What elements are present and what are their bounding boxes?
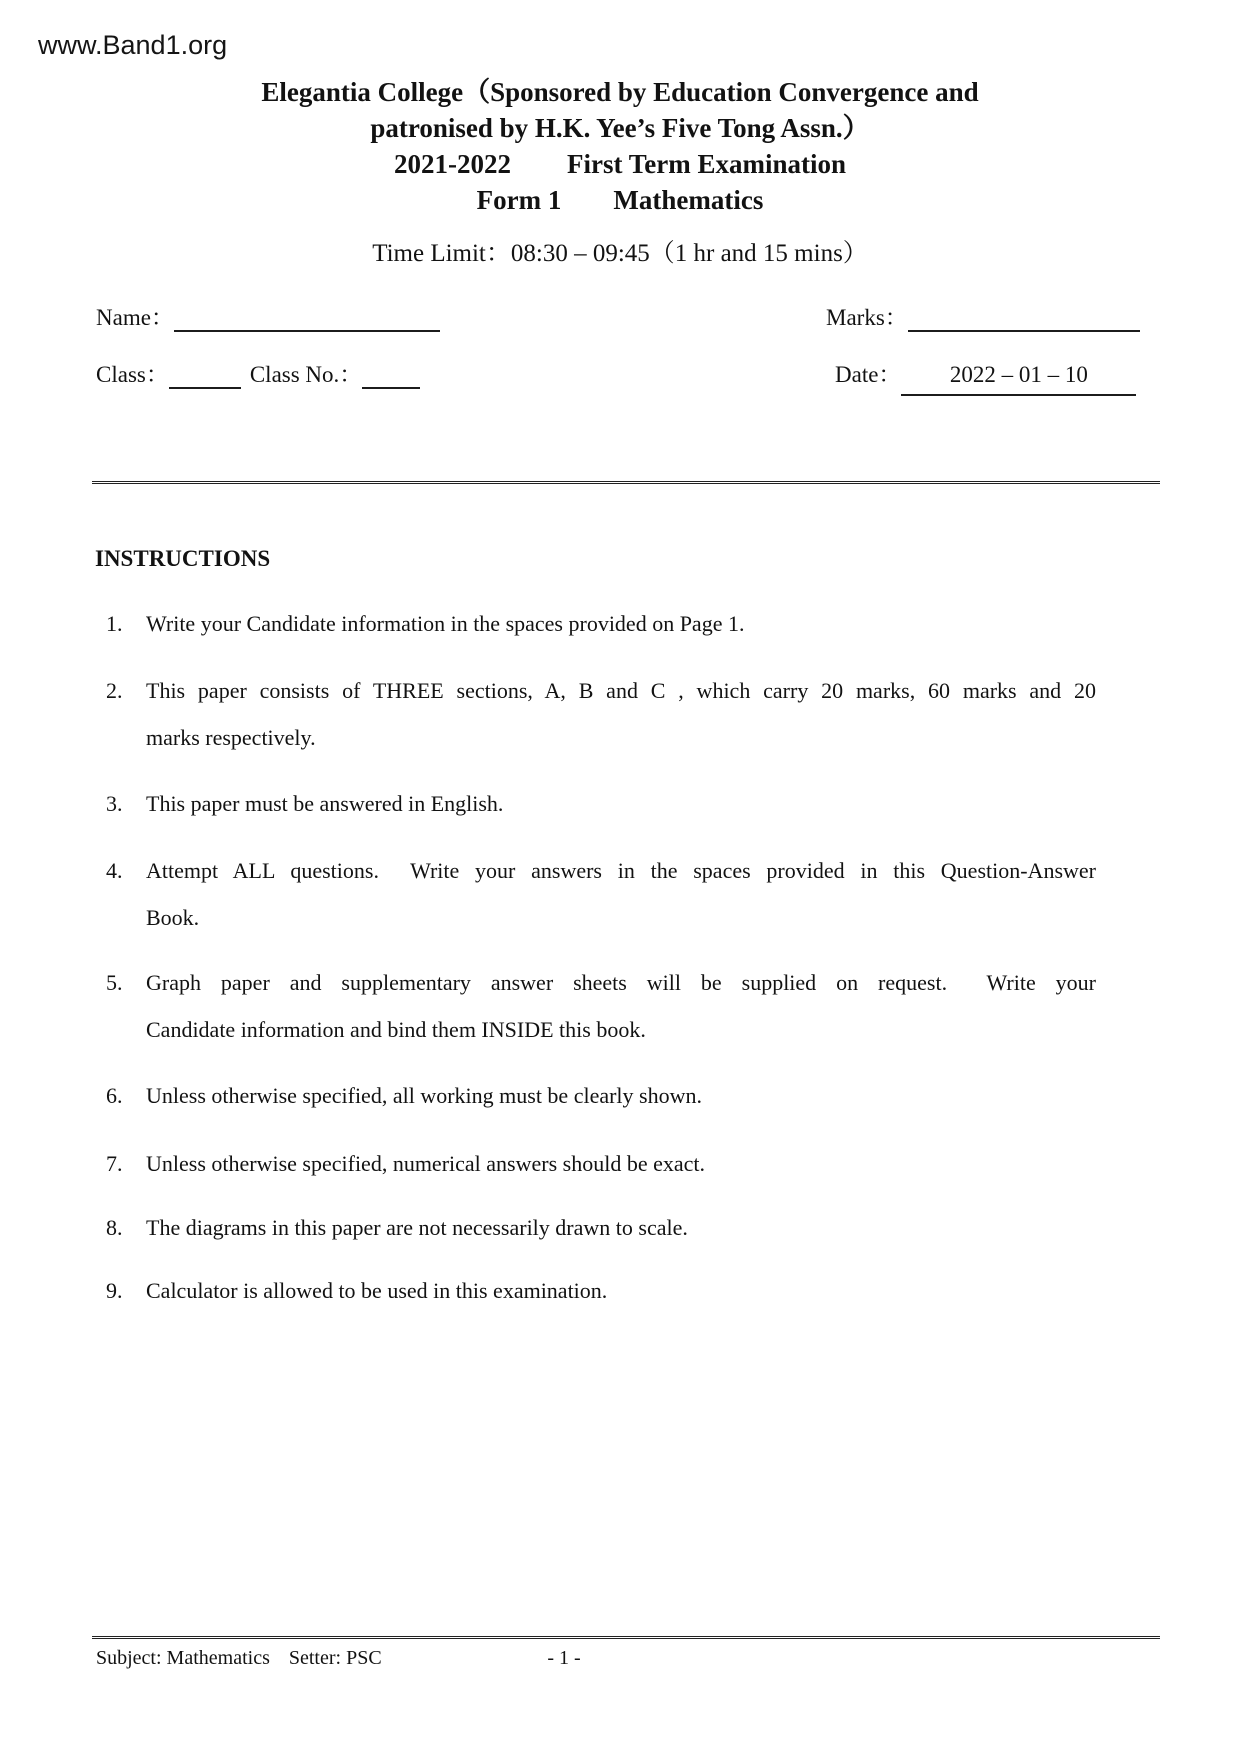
footer-setter: Setter: PSC: [288, 1647, 382, 1669]
instructions-heading: INSTRUCTIONS: [95, 546, 271, 571]
item-number: 3.: [106, 791, 123, 816]
header-divider-rule: [92, 481, 1160, 484]
footer-subject: Subject: Mathematics: [96, 1647, 270, 1669]
item-text: Unless otherwise specified, all working must be clearly shown.: [146, 1083, 702, 1108]
class-blank-line: [169, 364, 241, 389]
instruction-item-7: [106, 1140, 1096, 1187]
item-text: Calculator is allowed to be used in this examination.: [146, 1278, 608, 1303]
exam-session-line: [0, 146, 1240, 182]
site-watermark: www.Band1.org: [38, 30, 228, 60]
marks-field: [826, 302, 1140, 334]
marks-label: Marks：: [826, 305, 908, 330]
instruction-item-4: [106, 847, 1096, 941]
name-label: Name：: [96, 305, 174, 330]
time-limit-line: Time Limit：08:30 – 09:45（1 hr and 15 mins）: [372, 240, 868, 267]
item-text: Write your Candidate information in the spaces provided on Page 1.: [146, 611, 745, 636]
item-text: Book.: [146, 905, 200, 930]
item-number: 9.: [106, 1278, 123, 1303]
exam-header: [0, 74, 1240, 218]
item-number: 7.: [106, 1151, 123, 1176]
instruction-item-2: [106, 667, 1096, 761]
instruction-item-8: [106, 1204, 1096, 1251]
item-text: Candidate information and bind them INSIDE this book.: [146, 1017, 646, 1042]
instruction-item-3: [106, 780, 1096, 827]
item-number: 4.: [106, 858, 123, 883]
class-field: [96, 359, 420, 391]
instruction-item-6: [106, 1072, 1096, 1119]
item-number: 6.: [106, 1083, 123, 1108]
instruction-item-5: [106, 959, 1096, 1053]
item-number: 5.: [106, 970, 123, 995]
class-no-blank-line: [362, 364, 420, 389]
instruction-item-1: [106, 600, 1096, 647]
name-blank-line: [174, 307, 440, 332]
school-title-line2: patronised by H.K. Yee’s Five Tong Assn.）: [370, 113, 870, 143]
footer-left: [96, 1645, 382, 1672]
date-label: Date：: [835, 362, 902, 387]
item-text: marks respectively.: [146, 725, 316, 750]
instruction-item-9: [106, 1267, 1096, 1314]
class-label: Class：: [96, 362, 169, 387]
date-value: 2022 – 01 – 10: [901, 359, 1136, 396]
item-number: 2.: [106, 678, 123, 703]
exam-title: First Term Examination: [566, 149, 846, 179]
name-field: [96, 302, 440, 334]
item-text: This paper must be answered in English.: [146, 791, 504, 816]
item-text: Graph paper and supplementary answer sheets will be supplied on request. Write your: [146, 970, 1096, 995]
item-text: Attempt ALL questions. Write your answers in the spaces provided in this Question-Answer: [146, 858, 1096, 883]
item-number: 8.: [106, 1215, 123, 1240]
class-no-label: Class No.：: [249, 362, 363, 387]
exam-subject: Mathematics: [613, 185, 764, 215]
item-number: 1.: [106, 611, 123, 636]
footer-divider-rule: [92, 1636, 1160, 1639]
item-text: This paper consists of THREE sections, A, B and C , which carry 20 marks, 60 marks and 20: [146, 678, 1096, 703]
item-text: Unless otherwise specified, numerical answers should be exact.: [146, 1151, 705, 1176]
marks-blank-line: [908, 307, 1140, 332]
form-subject-line: [0, 182, 1240, 218]
item-text: The diagrams in this paper are not necessarily drawn to scale.: [146, 1215, 688, 1240]
date-field: [835, 359, 1136, 396]
form-level: Form 1: [476, 185, 562, 215]
exam-year: 2021-2022: [393, 149, 511, 179]
page-number: - 1 -: [547, 1647, 581, 1669]
school-title-line1: Elegantia College（Sponsored by Education Convergence and: [261, 77, 979, 107]
